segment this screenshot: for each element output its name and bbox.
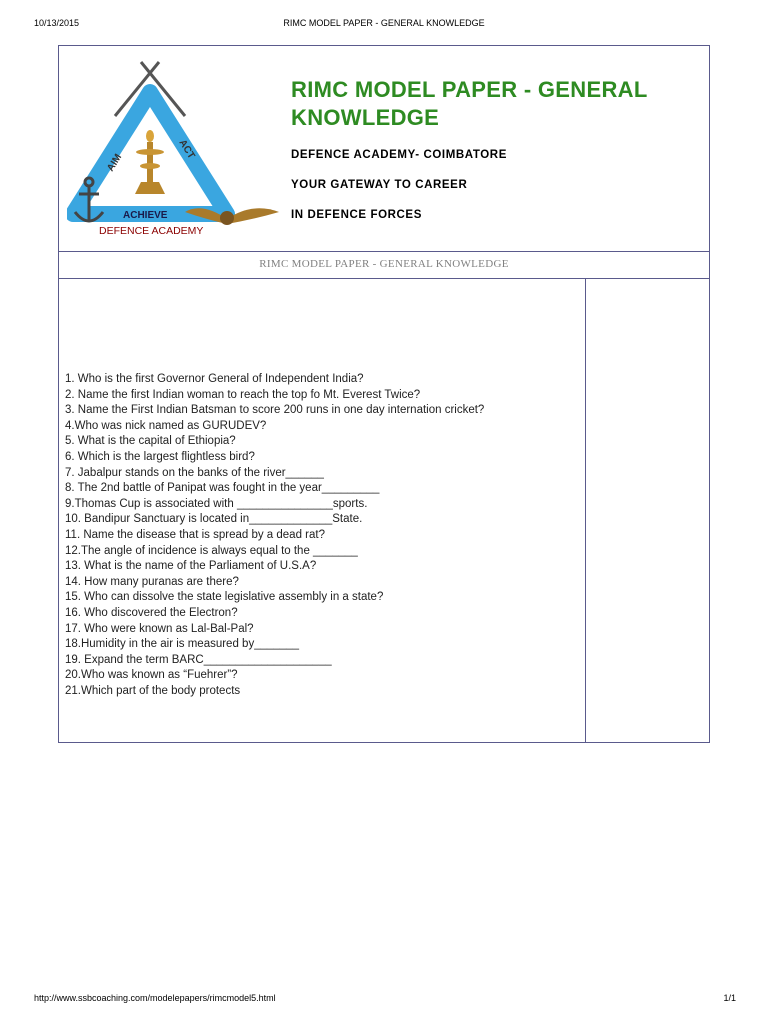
list-item: 11. Name the disease that is spread by a dead rat? [65,528,325,541]
list-item: 21.Which part of the body protects [65,684,241,697]
tagline-1: DEFENCE ACADEMY- COIMBATORE [291,149,507,161]
tagline-3: IN DEFENCE FORCES [291,209,422,221]
print-footer [0,993,768,1007]
page-number: 1/1 [723,993,736,1003]
list-item: 8. The 2nd battle of Panipat was fought in the year_________ [65,482,380,495]
list-item: 15. Who can dissolve the state legislative assembly in a state? [65,591,384,604]
print-title: RIMC MODEL PAPER - GENERAL KNOWLEDGE [283,18,485,28]
logo-act-text: ACT [176,137,197,162]
list-item: 12.The angle of incidence is always equal to the _______ [65,544,358,557]
page-frame [58,45,710,743]
question-list [65,372,484,699]
list-item: 4.Who was nick named as GURUDEV? [65,419,267,432]
list-item: 3. Name the First Indian Batsman to score 200 runs in one day internation cricket? [65,404,485,417]
list-item: 13. What is the name of the Parliament of U.S.A? [65,560,317,573]
logo-academy-text: DEFENCE ACADEMY [99,225,204,237]
content-column [59,279,586,742]
list-item: 2. Name the first Indian woman to reach the top fo Mt. Everest Twice? [65,388,421,401]
list-item: 1. Who is the first Governor General of Independent India? [65,373,364,385]
list-item: 7. Jabalpur stands on the banks of the river______ [65,466,324,479]
print-url: http://www.ssbcoaching.com/modelepapers/rimcmodel5.html [34,993,276,1003]
list-item: 5. What is the capital of Ethiopia? [65,435,236,448]
list-item: 19. Expand the term BARC____________________ [65,653,332,666]
page-title: RIMC MODEL PAPER - GENERAL KNOWLEDGE [291,77,648,130]
list-item: 20.Who was known as “Fuehrer”? [65,669,238,682]
list-item: 6. Which is the largest flightless bird? [65,450,255,463]
list-item: 17. Who were known as Lal-Bal-Pal? [65,622,254,635]
print-date: 10/13/2015 [34,18,80,28]
list-item: 10. Bandipur Sanctuary is located in_____________State. [65,513,363,526]
print-header [0,18,768,32]
subtitle-bar: RIMC MODEL PAPER - GENERAL KNOWLEDGE [59,251,709,279]
tagline-2: YOUR GATEWAY TO CAREER [291,179,468,191]
side-column [586,279,709,742]
list-item: 14. How many puranas are there? [65,575,239,588]
banner [59,46,709,252]
list-item: 9.Thomas Cup is associated with _______________sports. [65,497,368,510]
lamp-icon [135,130,165,194]
defence-academy-logo [67,54,282,244]
list-item: 18.Humidity in the air is measured by_______ [65,638,299,651]
logo-achieve-text: ACHIEVE [123,210,168,221]
list-item: 16. Who discovered the Electron? [65,606,238,619]
logo-aim-text: AIM [105,152,125,174]
